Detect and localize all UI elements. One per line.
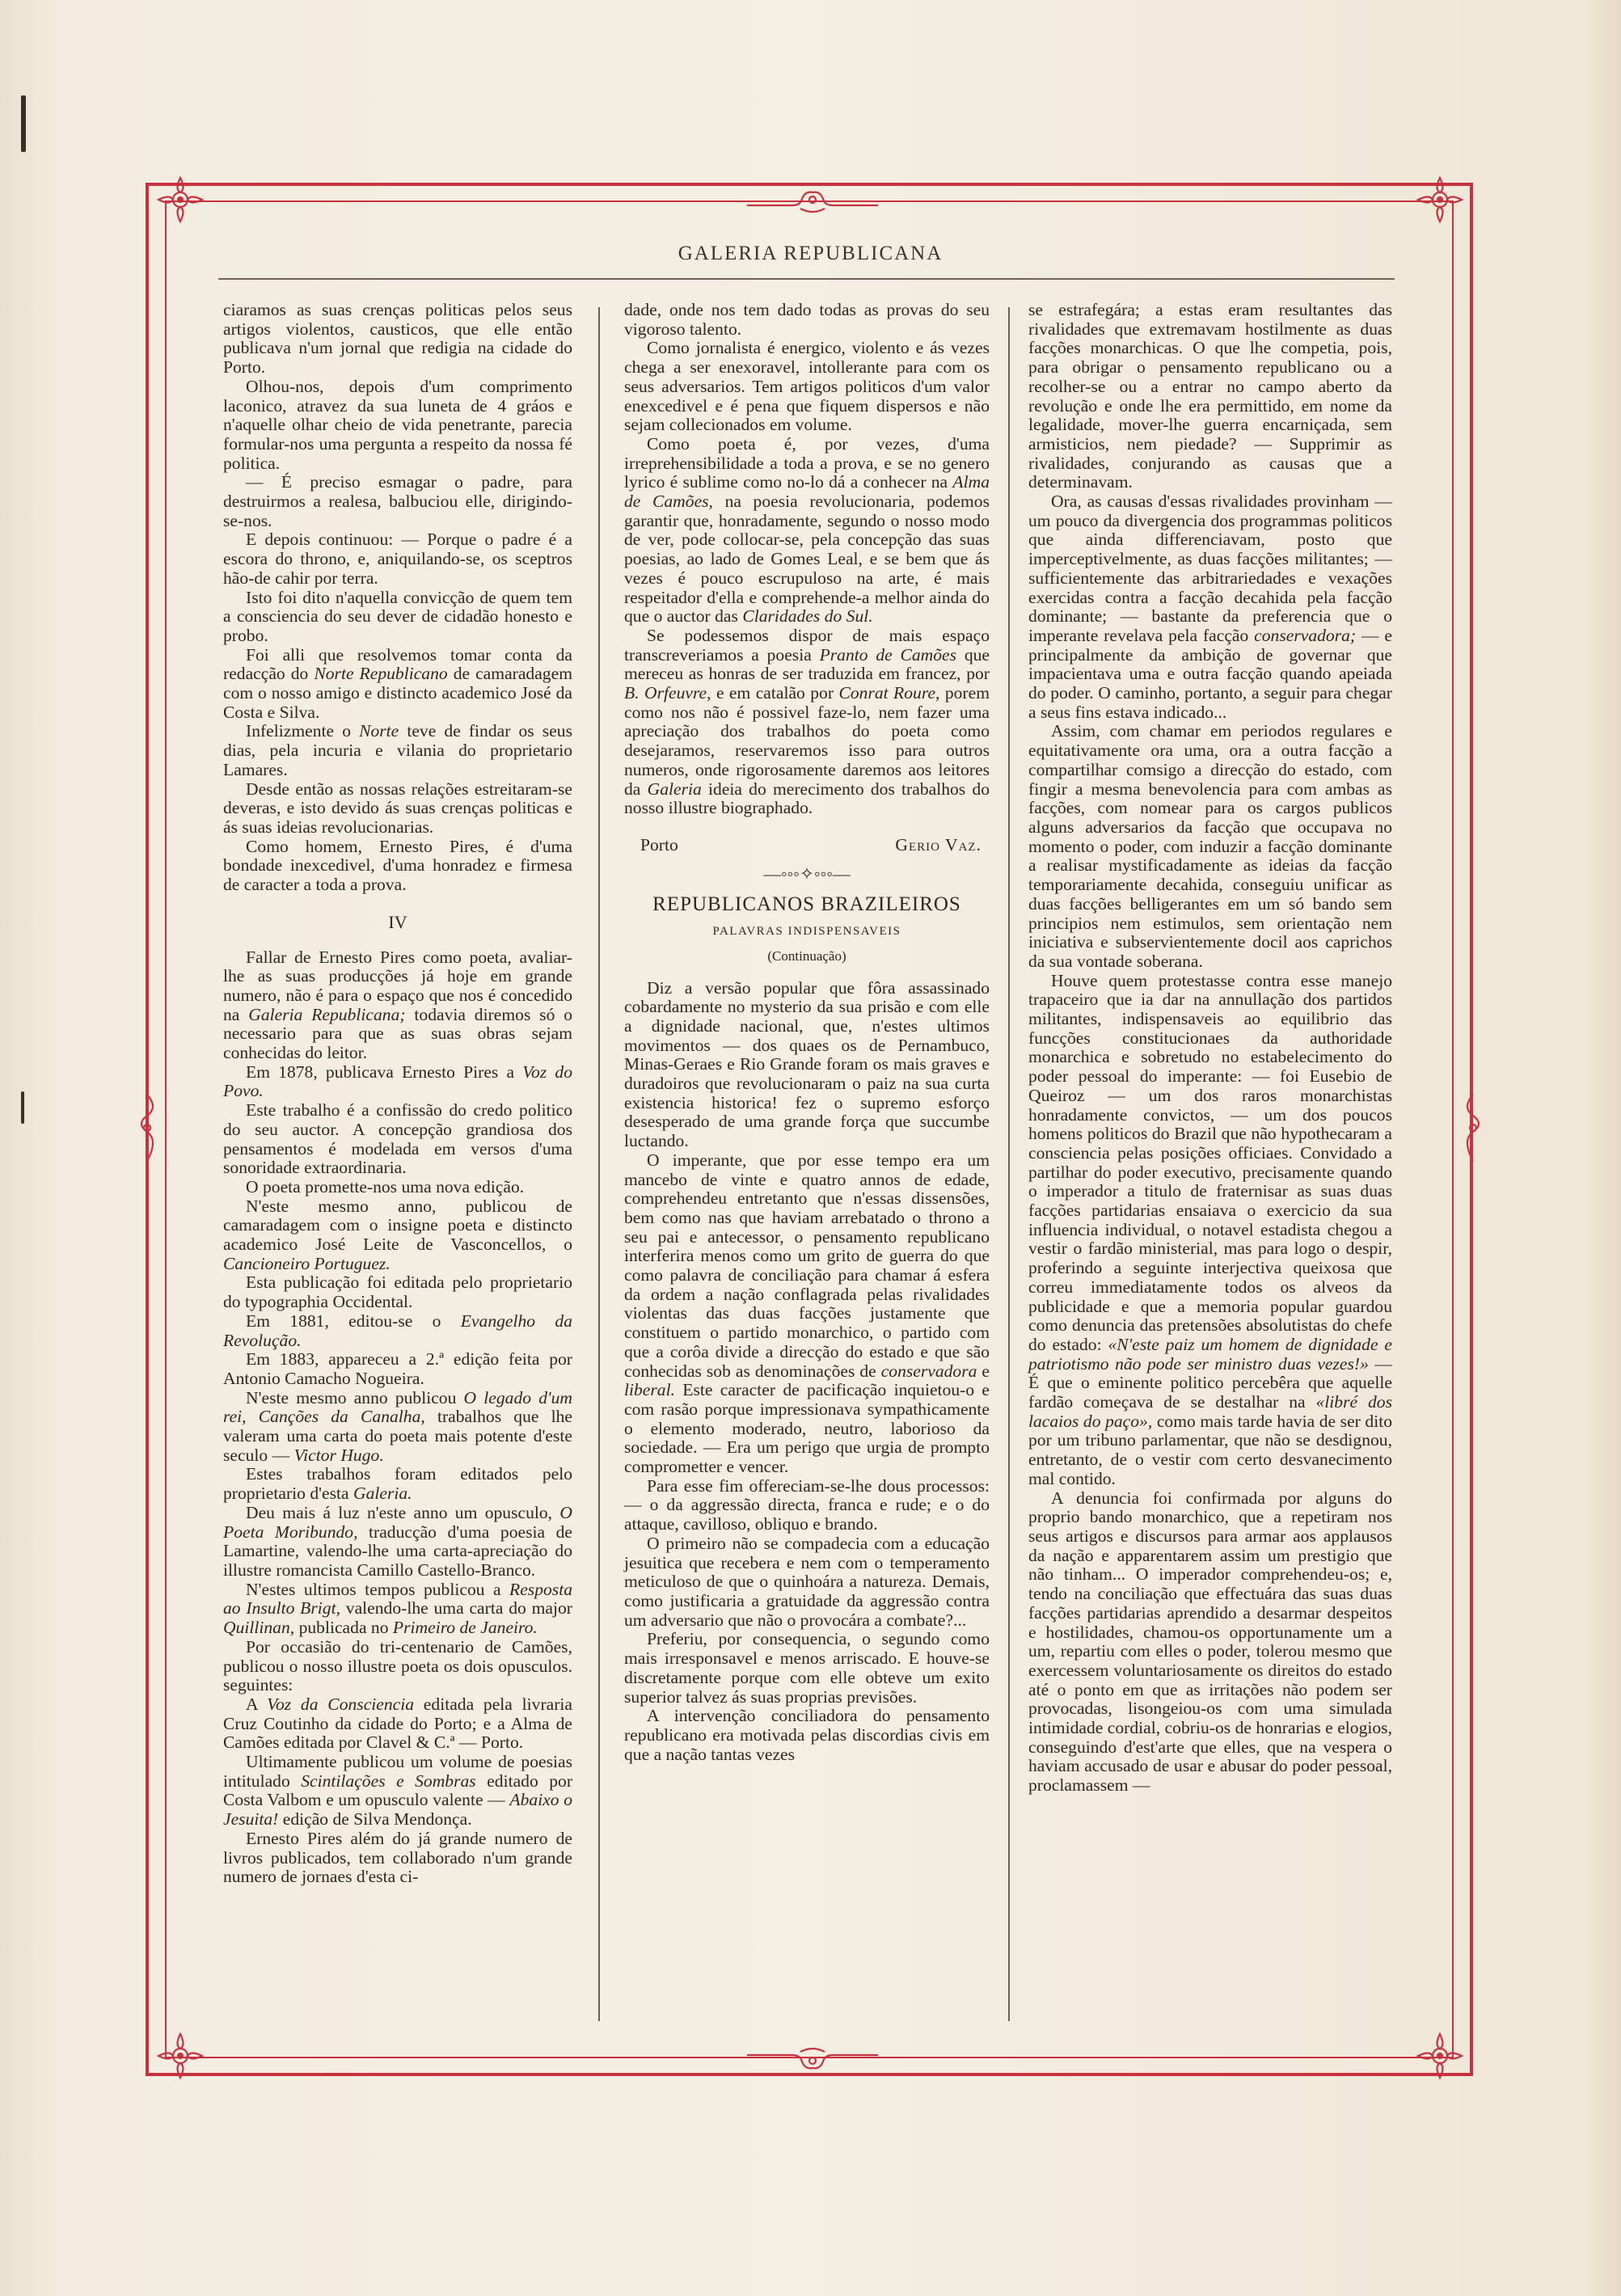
paragraph: Ultimamente publicou um volume de poesias intitulado Scintilações e Sombras editado por Costa Valbom e um opusculo valente — Abaixo o Jesuita! edição de Silva Mendonça. — [223, 1752, 573, 1830]
paragraph: Preferiu, por consequencia, o segundo como mais irresponsavel e menos arriscado. E houve-se discretamente porque com elle obteve um exito superior talvez ás suas proprias previsões. — [624, 1629, 990, 1707]
paragraph: Assim, com chamar em periodos regulares e equitativamente ora uma, ora a outra facção a compartilhar comsigo a direcção do estado, com fingir a mesma benevolencia para com ambas as facções, com nomear para os cargos publicos alguns adversarios da facção que occupava no momento o poder, com induzir a facção dominante a realisar mystificadamente as ideias da facção temporariamente decahida, conseguiu unificar as duas facções belligerantes em um só bando sem principios nem estimulos, sem orientação nem iniciativa e subservientemente docil aos caprichos da sua vontade soberana. — [1028, 721, 1392, 971]
text-column-2 — [624, 301, 990, 1764]
text-column-1 — [223, 301, 572, 1887]
paragraph: A intervenção conciliadora do pensamento republicano era motivada pelas discordias civis em que a nação tantas vezes — [624, 1706, 990, 1764]
paragraph: E depois continuou: — Porque o padre é a escora do throno, e, aniquilando-se, os sceptros hão-de cahir por terra. — [223, 530, 572, 588]
text-column-3 — [1028, 301, 1392, 1796]
paragraph: Infelizmente o Norte teve de findar os seus dias, pela incuria e vilania do proprietario Lamares. — [223, 721, 572, 779]
continuation-note: (Continuação) — [767, 948, 846, 964]
paragraph: Em 1883, appareceu a 2.ª edição feita por Antonio Camacho Nogueira. — [223, 1349, 572, 1388]
paragraph: Fallar de Ernesto Pires como poeta, avaliar-lhe as suas producções já hoje em grande numero, não é para o espaço que nos é concedido na Galeria Republicana; todavia diremos só o necessario para que as suas obras sejam conhecidas do leitor. — [223, 947, 573, 1063]
paragraph: Deu mais á luz n'este anno um opusculo, O Poeta Moribundo, traducção d'uma poesia de Lamartine, valendo-lhe uma carta-apreciação do illustre romancista Camillo Castello-Branco. — [223, 1502, 572, 1580]
paragraph: N'estes ultimos tempos publicou a Resposta ao Insulto Brigt, valendo-lhe uma carta do major Quillinan, publicada no Primeiro de Janeiro. — [223, 1579, 572, 1638]
paragraph: Se podessemos dispor de mais espaço transcreveriamos a poesia Pranto de Camões que mereceu as honras de ser traduzida em francez, por B. Orfeuvre, e em catalão por Conrat Roure, porem como nos não é possivel faze-lo, nem fazer uma apreciação dos trabalhos do poeta como desejaramos, reservaremos isso para outros numeros, onde rigorosamente daremos aos leitores da Galeria ideia do merecimento dos trabalhos do nosso illustre biographado. — [624, 625, 990, 818]
signature-name: Gerio Vaz. — [895, 834, 981, 855]
paragraph: Como jornalista é energico, violento e ás vezes chega a ser enexoravel, intollerante para com os seus adversarios. Tem artigos politicos d'um valor enexcedivel e é pena que fiquem dispersos e não sejam collecionados em volume. — [624, 338, 990, 435]
paragraph: Em 1881, editou-se o Evangelho da Revolução. — [223, 1310, 572, 1350]
paragraph: — É preciso esmagar o padre, para destruirmos a realesa, balbuciou elle, dirigindo-se-nos. — [223, 472, 572, 530]
paragraph: Diz a versão popular que fôra assassinado cobardamente no mysterio da sua prisão e com elle a dignidade nacional, que, n'estes ultimos movimentos — dos quaes os de Pernambuco, Minas-Geraes e Rio Grande foram os mais graves e duradoiros que revolucionaram o paiz na sua curta existencia historica! fez o supremo esforço desesperado de uma grande força que succumbe luctando. — [624, 977, 990, 1151]
paragraph: Em 1878, publicava Ernesto Pires a Voz do Povo. — [223, 1061, 572, 1101]
paragraph: ciaramos as suas crenças politicas pelos seus artigos violentos, causticos, que elle então publicava n'um jornal que redigia na cidade do Porto. — [223, 300, 572, 378]
paragraph: O poeta promette-nos uma nova edição. — [246, 1176, 525, 1197]
paragraph: Olhou-nos, depois d'um comprimento laconico, atravez da sua luneta de 4 gráos e n'aquelle olhar cheio de vida penetrante, parecia formular-nos uma pergunta a respeito da nossa fé politica. — [223, 376, 572, 473]
paragraph: Por occasião do tri-centenario de Camões, publicou o nosso illustre poeta os dois opusculos. seguintes: — [223, 1636, 572, 1695]
paragraph: Como poeta é, por vezes, d'uma irreprehensibilidade a toda a prova, e se no genero lyrico é sublime como no-lo dá a conhecer na Alma de Camões, na poesia revolucionaria, podemos garantir que, honradamente, segundo o nosso modo de ver, pode collocar-se, pela concepção das suas poesias, ao lado de Gomes Leal, e se bem que ás vezes é pouco escrupuloso na arte, é mais respeitador d'ella e comprehende-a melhor ainda do que o auctor das Claridades do Sul. — [624, 433, 990, 627]
corner-ornament-icon — [154, 2029, 207, 2083]
paragraph: A denuncia foi confirmada por alguns do proprio bando monarchico, que a repetiram nos seus artigos e discursos para armar aos applausos da nação e apparentarem assim um prestigio que não tinham... O imperador comprehendeu-os; e, tendo na conciliação que effectuára das suas duas facções partidarias aprendido a desarmar despeitos e hostilidades, chamou-os opportunamente um a um, repartiu com elles o poder, tolerou mesmo que exercessem voluntariosamente os direitos do estado até o ponto em que as irritações não podem ser provocadas, lisongeiou-os com uma simulada intimidade cordial, cobriu-os de honrarias e elogios, conseguindo d'est'arte que elles, que na vespera o haviam accusado de usar e abusar do poder pessoal, proclamassem — — [1028, 1488, 1392, 1796]
author-signature — [624, 836, 990, 855]
top-ornament-icon — [744, 186, 881, 217]
article-subtitle: PALAVRAS INDISPENSAVEIS — [712, 925, 901, 939]
paragraph: Como homem, Ernesto Pires, é d'uma bondade inexcedivel, d'uma honradez e firmesa de caracter a toda a prova. — [223, 836, 572, 895]
paragraph: O imperante, que por esse tempo era um mancebo de vinte e quatro annos de edade, comprehendeu entretanto que n'essas dissensões, bem como nas que haviam arrebatado o throno a seu pai e antecessor, o pensamento republicano interferira menos como um grito de guerra do que como palavra de conciliação para chamar á esfera da ordem a nação conflagrada pelas rivalidades violentas das duas facções justamente que constituem o partido monarchico, o partido com que a corôa divide a direcção do estado e que são conhecidas sob as denominações de conservadora e liberal. Este caracter de pacificação inquietou-o e com rasão porque impressionava sympathicamente o elemento moderado, neutro, laborioso da sociedade. — Era um perigo que urgia de prompto comprometter e vencer. — [624, 1150, 990, 1477]
page-header: GALERIA REPUBLICANA — [678, 243, 943, 264]
side-ornament-icon — [131, 1091, 163, 1164]
paragraph: A Voz da Consciencia editada pela livraria Cruz Coutinho da cidade do Porto; e a Alma de Camões editada por Clavel & C.ª — Porto. — [223, 1694, 572, 1753]
corner-ornament-icon — [154, 173, 207, 226]
paragraph: Para esse fim offereciam-se-lhe dous processos: — o da aggressão directa, franca e rude; e o do attaque, cavilloso, obliquo e brando. — [624, 1475, 990, 1534]
paragraph: se estrafegára; a estas eram resultantes das rivalidades que extremavam hostilmente as duas facções monarchicas. O que lhe competia, pois, para obrigar o pensamento republicano ou a recolher-se ou a entrar no campo aberto da revolução e onde lhe era permittido, em nome da legalidade, mover-lhe guerra encarniçada, sem armisticios, nem piedade? — Supprimir as rivalidades, conjurando as causas que a determinavam. — [1028, 300, 1392, 492]
paragraph: N'este mesmo anno publicou O legado d'um rei, Canções da Canalha, trabalhos que lhe valeram uma carta do poeta mais potente d'este seculo — Victor Hugo. — [223, 1387, 572, 1465]
section-divider: —◦◦◦✧◦◦◦— — [763, 863, 851, 884]
paragraph: Desde então as nossas relações estreitaram-se deveras, e isto devido ás suas crenças politicas e ás suas ideias revolucionarias. — [223, 779, 572, 837]
paragraph: Ora, as causas d'essas rivalidades provinham — um pouco da divergencia dos programmas politicos que ainda differenciavam, posto que imperceptivelmente, as duas facções militantes; — sufficientemente das arbitrariedades e vexações exercidas contra a facção decahida pela facção dominante; — bastante da preferencia que o imperante revelava pela facção conservadora; — e principalmente da ambição de governar que impacientava uma e outra facção quando apeiada do poder. O caminho, portanto, a seguir para chegar a seus fins estava indicado... — [1028, 492, 1392, 722]
paragraph: Ernesto Pires além do já grande numero de livros publicados, tem collaborado n'um grande numero de jornaes d'esta ci- — [223, 1828, 572, 1887]
paragraph: Esta publicação foi editada pelo proprietario do typographia Occidental. — [223, 1273, 572, 1312]
paragraph: Foi alli que resolvemos tomar conta da redacção do Norte Republicano de camaradagem com o nosso amigo e distincto academico José da Costa e Silva. — [223, 644, 572, 722]
paragraph: dade, onde nos tem dado todas as provas do seu vigoroso talento. — [624, 300, 990, 339]
article-title: REPUBLICANOS BRAZILEIROS — [652, 893, 961, 916]
header-rule — [218, 278, 1395, 280]
corner-ornament-icon — [1413, 173, 1467, 226]
section-number: IV — [388, 911, 407, 932]
paragraph: Estes trabalhos foram editados pelo proprietario d'esta Galeria. — [223, 1464, 572, 1504]
binding-mark — [21, 1091, 24, 1124]
column-rule — [598, 307, 600, 2021]
paragraph: O primeiro não se compadecia com a educação jesuitica que recebera e nem com o temperamento meticuloso de que o quinhoára a natureza. Demais, como justificaria a gratuidade da aggressão contra um adversario que não o provocára a combate?... — [624, 1533, 990, 1630]
paragraph: N'este mesmo anno, publicou de camaradagem com o insigne poeta e distincto academico José Leite de Vasconcellos, o Cancioneiro Portuguez. — [223, 1196, 572, 1273]
bottom-ornament-icon — [744, 2044, 881, 2074]
paragraph: Houve quem protestasse contra esse manejo trapaceiro que ia dar na annullação dos partidos militantes, indispensaveis ao equilibrio das funcções constitucionaes da authoridade monarchica e sobretudo no estabelecimento do poder pessoal do imperante: — foi Eusebio de Queiroz — um dos raros monarchistas honradamente convictos, — um dos poucos homens politicos do Brazil que não hypothecaram a consciencia pelas posições officiaes. Convidado a partilhar do poder executivo, precisamente quando o imperador a titulo de fraternisar as suas duas facções partidarias ensaiava o exercicio da sua influencia individual, o notavel estadista chegou a vestir o fardão ministerial, mas para logo o despir, proferindo a seguinte interjectiva queixosa que correu immediatamente todos os alveos da publicidade e que a memoria popular guardou como denuncia das pretensões absolutistas do chefe do estado: «N'este paiz um homem de dignidade e patriotismo não pode ser ministro duas vezes!» — É que o eminente politico percebêra que aquelle fardão começava de se destalhar na «libré dos lacaios do paço», como mais tarde havia de ser dito por um tribuno parlamentar, que não se desdignou, entretanto, de o vestir com certo desvanecimento mal contido. — [1028, 970, 1392, 1488]
binding-mark — [21, 95, 26, 152]
column-rule — [1008, 307, 1010, 2021]
side-ornament-icon — [1457, 1091, 1489, 1164]
paragraph: Isto foi dito n'aquella convicção de quem tem a consciencia do seu dever de cidadão honesto e probo. — [223, 587, 572, 645]
corner-ornament-icon — [1413, 2029, 1467, 2083]
paragraph: Este trabalho é a confissão do credo politico do seu auctor. A concepção grandiosa dos pensamentos é modelada em versos d'uma sonoridade extraordinaria. — [223, 1100, 572, 1178]
signature-place: Porto — [640, 834, 678, 855]
